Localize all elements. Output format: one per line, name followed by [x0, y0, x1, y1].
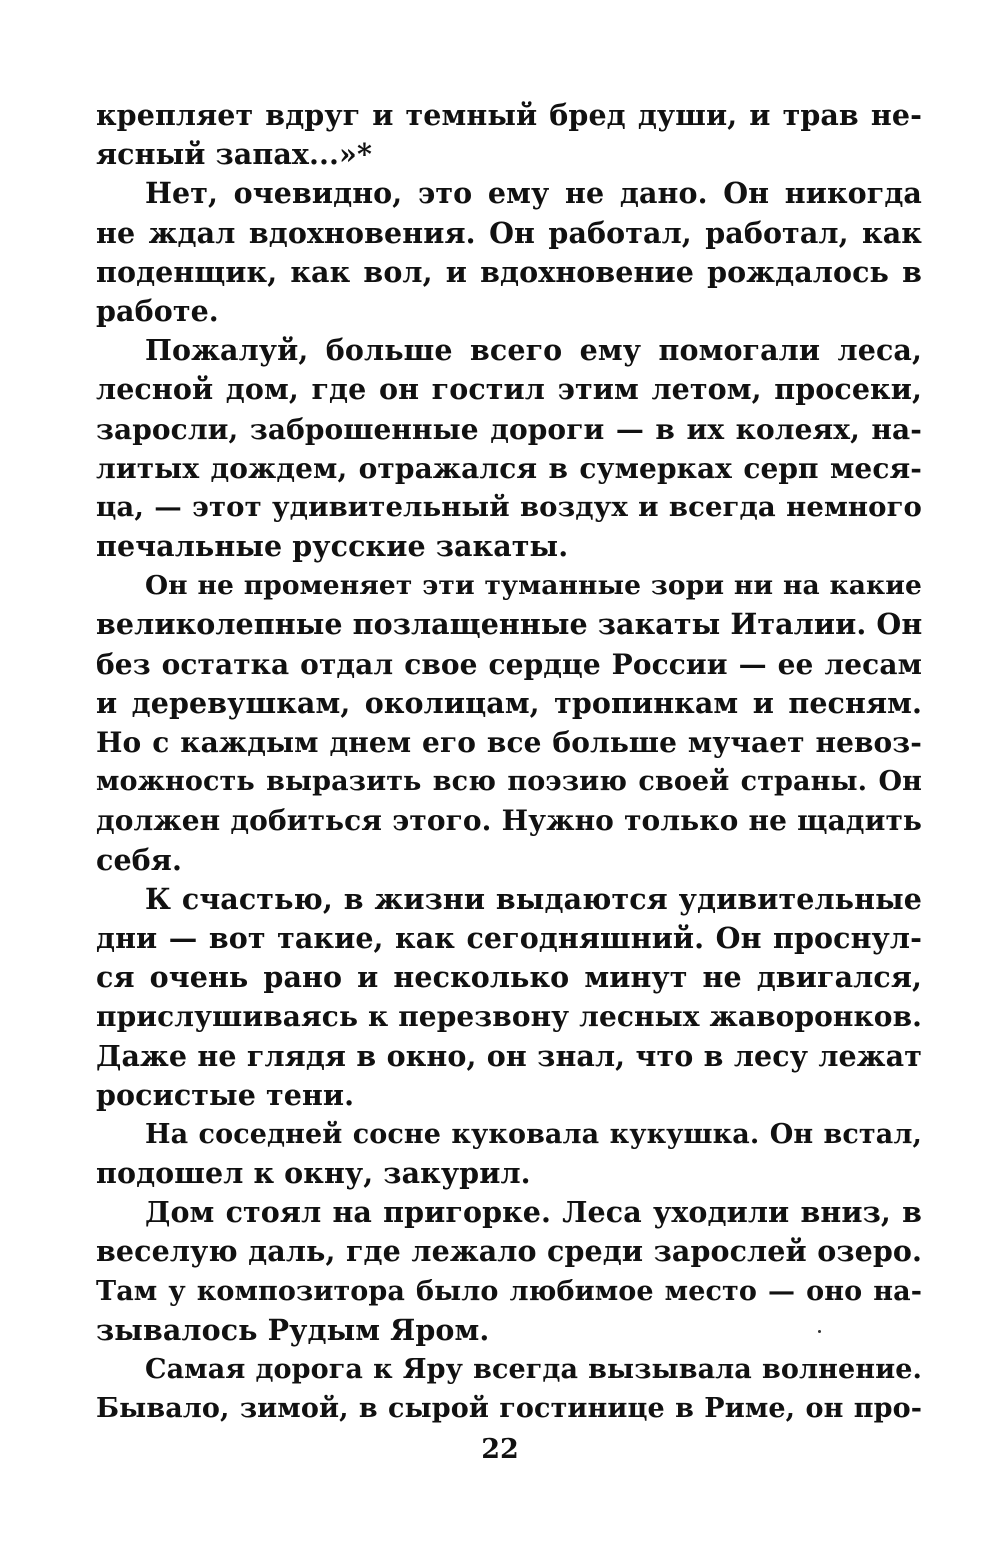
text-line: Нет, очевидно, это ему не дано. Он никогда	[145, 176, 922, 211]
text-line: литых дождем, отражался в сумерках серп меся-	[96, 451, 922, 485]
text-line: ясный запах...»*	[96, 137, 372, 172]
text-line: Самая дорога к Яру всегда вызывала волнение.	[145, 1354, 922, 1385]
text-line: не ждал вдохновения. Он работал, работал, как	[96, 215, 922, 250]
text-line: Пожалуй, больше всего ему помогали леса,	[145, 333, 922, 368]
text-line: и деревушкам, околицам, тропинкам и песням.	[96, 685, 922, 720]
text-line: К счастью, в жизни выдаются удивительные	[145, 881, 922, 916]
text-line: себя.	[96, 842, 182, 877]
text-line: ца, — этот удивительный воздух и всегда немного	[96, 490, 922, 523]
text-line: дни — вот такие, как сегодняшний. Он проснул-	[96, 920, 922, 955]
print-speck	[818, 1330, 821, 1333]
text-line: Он не променяет эти туманные зори ни на какие	[145, 570, 922, 602]
text-line: росистые тени.	[96, 1077, 355, 1112]
text-line: поденщик, как вол, и вдохновение рождалось в	[96, 254, 922, 289]
text-line: Бывало, зимой, в сырой гостинице в Риме, он про-	[96, 1393, 922, 1425]
text-line: ся очень рано и несколько минут не двигался,	[96, 960, 922, 995]
page-number: 22	[481, 1434, 519, 1465]
text-line: Даже не глядя в окно, он знал, что в лесу лежат	[96, 1038, 922, 1073]
text-line: работе.	[96, 293, 219, 328]
text-line: Там у композитора было любимое место — оно на-	[96, 1275, 922, 1307]
text-line: подошел к окну, закурил.	[96, 1156, 531, 1191]
text-line: заросли, заброшенные дороги — в их колеях, на-	[96, 412, 922, 446]
text-line: веселую даль, где лежало среди зарослей озеро.	[96, 1234, 922, 1269]
text-line: крепляет вдруг и темный бред души, и трав не-	[96, 98, 922, 132]
text-line: должен добиться этого. Нужно только не щадить	[96, 804, 922, 838]
text-line: печальные русские закаты.	[96, 529, 569, 564]
text-line: без остатка отдал свое сердце России — ее лесам	[96, 647, 922, 681]
text-line: На соседней сосне куковала кукушка. Он встал,	[145, 1118, 922, 1150]
text-line: великолепные позлащенные закаты Италии. Он	[96, 607, 923, 642]
text-line: Дом стоял на пригорке. Леса уходили вниз, в	[145, 1195, 922, 1230]
text-line: прислушиваясь к перезвону лесных жаворонков.	[96, 1000, 922, 1034]
body-text	[96, 96, 922, 1428]
text-line: зывалось Рудым Яром.	[96, 1312, 490, 1347]
text-line: Но с каждым днем его все больше мучает невоз-	[96, 726, 922, 759]
text-line: можность выразить всю поэзию своей страны. Он	[96, 766, 922, 798]
text-line: лесной дом, где он гостил этим летом, просеки,	[96, 372, 922, 407]
